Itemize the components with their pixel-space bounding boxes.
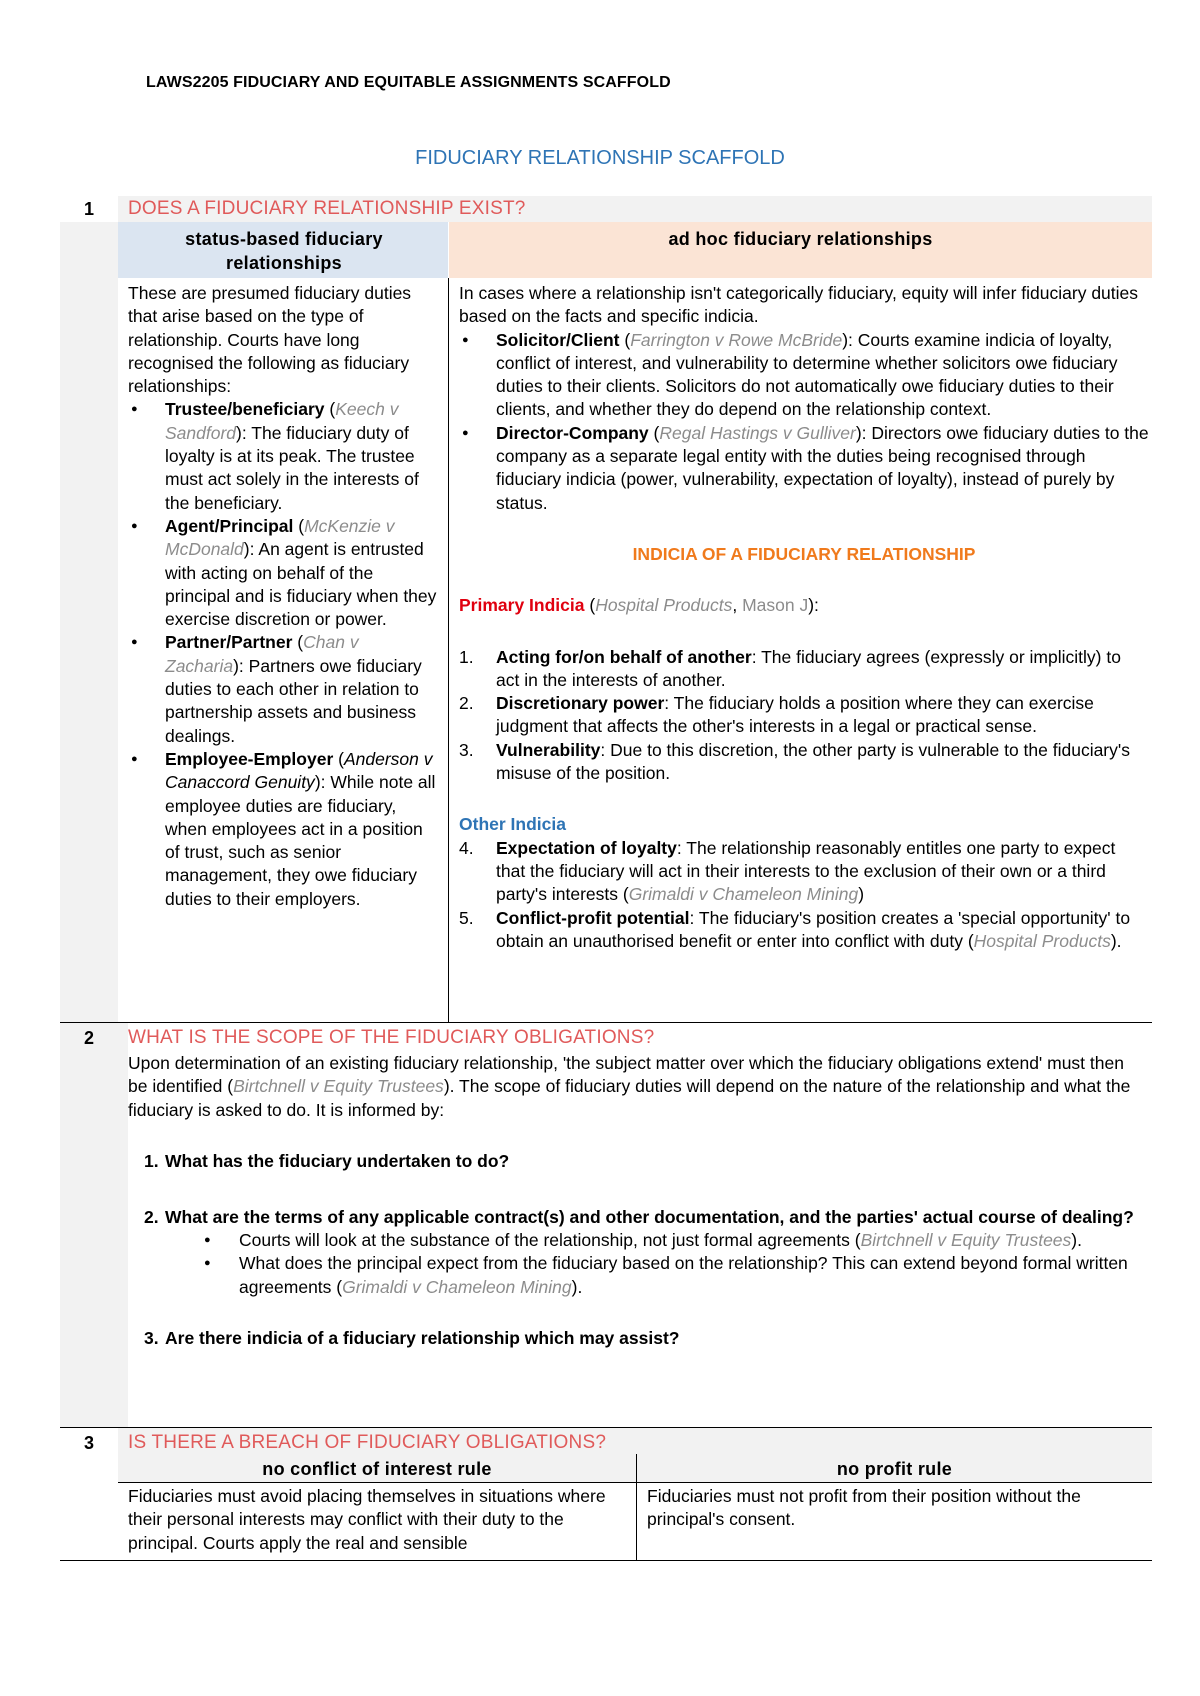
section-number: 1 (83, 199, 94, 219)
status-intro: These are presumed fiduciary duties that arise based on the type of relationship. Courts have long recognised the following as fiduciary relationships: (128, 283, 412, 397)
no-profit-rule-header: no profit rule (836, 1459, 953, 1479)
primary-indicia-label: Primary Indicia (Hospital Products, Mason J): (459, 595, 819, 616)
status-column-body (128, 282, 440, 911)
section-3-header-rule (118, 1482, 1152, 1483)
no-profit-rule-text: Fiduciaries must not profit from their position without the principal's consent. (647, 1486, 1081, 1530)
adhoc-intro: In cases where a relationship isn't categorically fiduciary, equity will infer fiduciary duties based on the facts and specific indicia. (459, 283, 1139, 327)
list-item: ● Trustee/beneficiary (Keech v Sandford): The fiduciary duty of loyalty is at its peak. The trustee must act solely in the interests of the beneficiary. (128, 398, 440, 514)
scope-body-2 (128, 1206, 1148, 1350)
list-item: 4. Expectation of loyalty: The relationship reasonably entitles one party to expect that the fiduciary will act in their interests to the exclusion of their own or a third party's interests (Grimaldi v Chameleon Mining) (459, 837, 1116, 905)
primary-indicia-list (459, 646, 1149, 786)
list-item: ● Solicitor/Client (Farrington v Rowe McBride): Courts examine indicia of loyalty, conflict of interest, and vulnerability to determine whether solicitors owe fiduciary duties to their clients. Solicitors do not automatically owe fiduciary duties to their clients, and whether they do depend on the relationship context. (459, 329, 1149, 422)
scope-question: 3. Are there indicia of a fiduciary relationship which may assist? (144, 1327, 680, 1348)
scope-intro: Upon determination of an existing fiduciary relationship, 'the subject matter over which the fiduciary obligations extend' must then be identified (Birtchnell v Equity Trustees). The scope of fiduciary duties will depend on the nature of the relationship and what the fiduciary is asked to do. It is informed by: (128, 1053, 1131, 1120)
section-1-column-divider (448, 278, 449, 1022)
no-conflict-rule-text: Fiduciaries must avoid placing themselves in situations where their personal interests may conflict with their duty to the principal. Courts apply the real and sensible (128, 1486, 606, 1553)
scope-body (128, 1052, 1148, 1173)
scope-question: 1. What has the fiduciary undertaken to do? (144, 1150, 510, 1171)
adhoc-column-header-text: ad hoc fiduciary relationships (668, 229, 933, 249)
section-heading: DOES A FIDUCIARY RELATIONSHIP EXIST? (128, 198, 526, 219)
adhoc-column-body (459, 282, 1149, 953)
document-header: LAWS2205 FIDUCIARY AND EQUITABLE ASSIGNMENTS SCAFFOLD (146, 74, 671, 91)
section-heading: WHAT IS THE SCOPE OF THE FIDUCIARY OBLIGATIONS? (128, 1027, 655, 1048)
table-bottom-rule (60, 1560, 1152, 1561)
section-2-left-strip (118, 1023, 128, 1427)
status-column-header-text: status-based fiduciary relationships (185, 229, 383, 273)
section-number: 3 (83, 1433, 94, 1453)
section-2-number-band (60, 1023, 118, 1427)
section-number: 2 (83, 1028, 94, 1048)
list-item: ● Partner/Partner (Chan v Zacharia): Partners owe fiduciary duties to each other in relation to partnership assets and business dealings. (128, 631, 440, 747)
list-item: ● Courts will look at the substance of the relationship, not just formal agreements (Birtchnell v Equity Trustees). (128, 1229, 1148, 1252)
list-item: ● What does the principal expect from the fiduciary based on the relationship? This can extend beyond formal written agreements (Grimaldi v Chameleon Mining). (128, 1252, 1148, 1299)
list-item: 5. Conflict-profit potential: The fiduciary's position creates a 'special opportunity' to obtain an unauthorised benefit or enter into conflict with duty (Hospital Products). (459, 907, 1131, 951)
list-item: 3. Vulnerability: Due to this discretion, the other party is vulnerable to the fiduciary's misuse of the position. (459, 739, 1130, 784)
list-item: 1. Acting for/on behalf of another: The fiduciary agrees (expressly or implicitly) to act in the interests of another. (459, 646, 1121, 690)
other-indicia-label: Other Indicia (459, 814, 566, 835)
list-item: ● Agent/Principal (McKenzie v McDonald): An agent is entrusted with acting on behalf of the principal and is fiduciary when they exercise discretion or power. (128, 515, 440, 631)
section-3-column-divider (636, 1454, 637, 1560)
scope-question: 2. What are the terms of any applicable contract(s) and other documentation, and the parties' actual course of dealing? (144, 1207, 1134, 1227)
page-title: FIDUCIARY RELATIONSHIP SCAFFOLD (415, 147, 785, 169)
section-1-number-band (60, 222, 118, 1022)
list-item: ● Employee-Employer (Anderson v Canaccord Genuity): While note all employee duties are fiduciary, when employees act in a position of trust, such as senior management, they owe fiduciary duties to their employers. (128, 748, 440, 911)
list-item: 2. Discretionary power: The fiduciary holds a position where they can exercise judgment that affects the other's interests in a legal or practical sense. (459, 693, 1094, 737)
section-heading: IS THERE A BREACH OF FIDUCIARY OBLIGATIONS? (128, 1432, 607, 1453)
section-divider (60, 1022, 1152, 1023)
list-item: ● Director-Company (Regal Hastings v Gulliver): Directors owe fiduciary duties to the company as a separate legal entity with the duties being recognised through fiduciary indicia (power, vulnerability, expectation of loyalty), instead of purely by status. (459, 422, 1149, 515)
indicia-title: INDICIA OF A FIDUCIARY RELATIONSHIP (632, 543, 976, 564)
no-conflict-rule-header: no conflict of interest rule (262, 1459, 492, 1479)
